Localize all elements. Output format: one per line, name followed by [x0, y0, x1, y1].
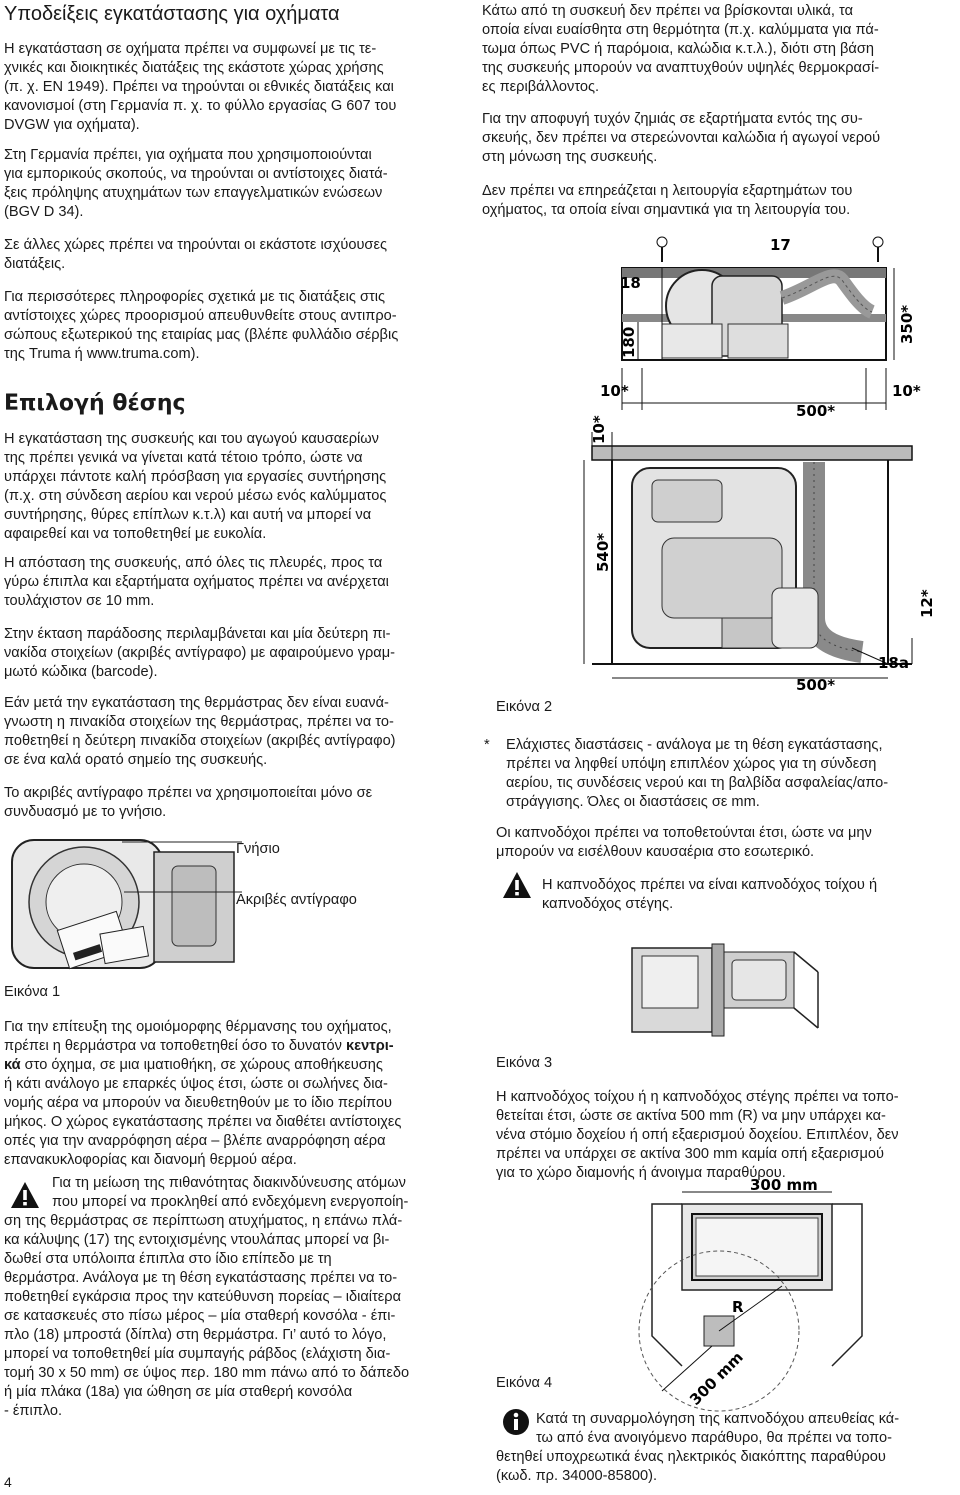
text-line: (BGV D 34).	[4, 204, 84, 220]
paragraph-cables	[482, 110, 952, 167]
dim-label-18a: 18a	[878, 654, 909, 672]
paragraph-copy-usage	[4, 784, 474, 822]
text-line: ες περιβάλλοντος.	[482, 79, 600, 95]
text-line: συνδυασμό με το γνήσιο.	[4, 804, 167, 820]
text-line: για εμπορικούς σκοπούς, να τηρούνται οι αντίστοιχες διατά-	[4, 166, 388, 182]
paragraph-heat-sensitive	[482, 2, 952, 97]
figure-4-caption: Εικόνα 4	[496, 1375, 553, 1391]
warning-icon	[502, 870, 532, 900]
text-line: υπάρχει πάντοτε καλή πρόσβαση για εργασίες συντήρησης	[4, 469, 387, 485]
paragraph-chimney-radius	[496, 1088, 952, 1183]
text-line: ποθετηθεί εγκάρσια προς την κατεύθυνση πορείας – ιδιαίτερα	[4, 1289, 402, 1305]
dim-label-300-top: 300 mm	[750, 1176, 818, 1194]
text-line: σε ένα καλά ορατό σημείο της συσκευής.	[4, 752, 268, 768]
bold-text: κεντρι-	[346, 1038, 394, 1054]
figure-4-window-radius	[582, 1176, 902, 1409]
dim-label-12: 12*	[918, 589, 936, 618]
text-line: (π. χ. EN 1949). Πρέπει να τηρούνται οι εθνικές διατάξεις και	[4, 79, 394, 95]
figure-1-label-copy: Ακριβές αντίγραφο	[236, 892, 357, 908]
dim-label-radius: R	[732, 1298, 744, 1316]
text-line: χνικές και διοικητικές διατάξεις της εκάστοτε χώρας χρήσης	[4, 60, 384, 76]
text-line: σκευής, δεν πρέπει να στερεώνονται καλώδια ή αγωγοί νερού	[482, 130, 881, 146]
text-line: θετηθεί υποχρεωτικά ένας ηλεκτρικός διακόπτης παραθύρου	[496, 1449, 886, 1465]
text-line: κανονισμοί (στη Γερμανία π. χ. το φύλλο εργασίας G 607 του	[4, 98, 397, 114]
figure-1-caption: Εικόνα 1	[4, 984, 61, 1000]
text-line: Σε άλλες χώρες πρέπει να τηρούνται οι εκάστοτε ισχύουσες	[4, 237, 387, 253]
figure-2-installation-diagram	[562, 228, 947, 698]
text-line: Η εγκατάσταση της συσκευής και του αγωγού καυσαερίων	[4, 431, 379, 447]
warning-paragraph	[4, 1174, 474, 1421]
text-line: (κωδ. πρ. 34000-85800).	[496, 1468, 658, 1484]
dim-label-500-top: 500*	[796, 402, 836, 420]
figure-1-heater-nameplate	[4, 832, 244, 974]
paragraph-more-info	[4, 288, 474, 364]
bold-text: κά	[4, 1057, 21, 1073]
text-line: ση της θερμάστρας σε περίπτωση ατυχήματος, η επάνω πλά-	[4, 1213, 403, 1229]
text-line: τουλάχιστον σε 10 mm.	[4, 593, 155, 609]
text-line: τω από ένα ανοιγόμενο παράθυρο, θα πρέπει να τοπο-	[536, 1430, 892, 1446]
text-line: τομή 30 x 50 mm) σε ύψος περ. 180 mm πάνω από το δάπεδο	[4, 1365, 410, 1381]
figure-1-label-original: Γνήσιο	[236, 841, 280, 857]
text-line: τωμα όπως PVC ή παρόμοια, καλώδια κ.τ.λ.), διότι στη βάση	[482, 41, 874, 57]
text-line: μπορούν να εισέλθουν καυσαέρια στο εσωτερικό.	[496, 844, 815, 860]
text-line: DVGW για οχήματα).	[4, 117, 140, 133]
text-line: (π.χ. στη σύνδεση αερίου και νερού μέσω ενός καλύμματος	[4, 488, 387, 504]
text-line: οχήματος, τα οποία είναι σημαντικά για τη λειτουργία του.	[482, 202, 851, 218]
text-line: Δεν πρέπει να επηρεάζεται η λειτουργία εξαρτημάτων του	[482, 183, 853, 199]
text-line: στράγγισης. Όλες οι διαστάσεις σε mm.	[506, 794, 760, 810]
paragraph-regulations	[4, 40, 474, 135]
dim-label-17: 17	[770, 236, 791, 254]
paragraph-vehicle-parts	[482, 182, 952, 220]
page-number: 4	[4, 1474, 12, 1490]
dim-label-180: 180	[620, 326, 638, 358]
warning-chimney-type	[542, 876, 952, 914]
text-line	[4, 1056, 474, 1075]
dim-label-10-right: 10*	[892, 382, 921, 400]
text-line: Η καπνοδόχος πρέπει να είναι καπνοδόχος τοίχου ή	[542, 877, 878, 893]
text-line: μήκος. Ο χώρος εγκατάστασης πρέπει να διαθέτει αντίστοιχες	[4, 1114, 402, 1130]
text-line: νομής αέρα να μπορούν να διευθετηθούν με το ίδιο περίπου	[4, 1095, 392, 1111]
text-line: σε κατασκευές στο πίσω μέρος – μία σταθερή κονσόλα - έπι-	[4, 1308, 396, 1324]
text-line: της συσκευής μπορούν να αναπτυχθούν υψηλές θερμοκρασί-	[482, 60, 880, 76]
text-line: Για την αποφυγή τυχόν ζημιάς σε εξαρτήματα εντός της συ-	[482, 111, 863, 127]
text-line: Κάτω από τη συσκευή δεν πρέπει να βρίσκονται υλικά, τα	[482, 3, 854, 19]
text-line: Κατά τη συναρμολόγηση της καπνοδόχου απευθείας κά-	[536, 1411, 900, 1427]
text-line: καπνοδόχος στέγης.	[542, 896, 674, 912]
paragraph-nameplate	[4, 694, 474, 770]
text-line: Στη Γερμανία πρέπει, για οχήματα που χρησιμοποιούνται	[4, 147, 372, 163]
text-line: μωτό κώδικα (barcode).	[4, 664, 158, 680]
text-span: πρέπει η θερμάστρα να τοποθετηθεί όσο το δυνατόν	[4, 1038, 347, 1054]
text-line: ξεις πρόληψης ατυχημάτων των επαγγελματικών ενώσεων	[4, 185, 383, 201]
paragraph-other-countries	[4, 236, 474, 274]
dim-label-540: 540*	[594, 532, 612, 572]
footnote-marker: *	[484, 737, 490, 753]
text-line: Για τη μείωση της πιθανότητας διακινδύνευσης ατόμων	[52, 1175, 406, 1191]
text-line: Εάν μετά την εγκατάσταση της θερμάστρας δεν είναι ευανά-	[4, 695, 389, 711]
text-line: Η καπνοδόχος τοίχου ή η καπνοδόχος στέγης πρέπει να τοπο-	[496, 1089, 899, 1105]
text-span: στο όχημα, σε μια ιματιοθήκη, σε χώρους αποθήκευσης	[20, 1057, 383, 1073]
text-line: επανακυκλοφορίας και διανομή θερμού αέρα.	[4, 1152, 297, 1168]
text-line: διατάξεις.	[4, 256, 66, 272]
paragraph-chimney-placement	[496, 824, 952, 862]
text-line: νακίδα στοιχείων (ακριβές αντίγραφο) με αφαιρούμενο γραμ-	[4, 645, 395, 661]
text-line: οποία είναι ευαίσθητα στη θερμότητα (π.χ. καλύμματα για πά-	[482, 22, 879, 38]
text-line: νένα στόμιο δοχείου ή οπή εξαερισμού δοχείου. Επιπλέον, δεν	[496, 1127, 899, 1143]
text-line: Η εγκατάσταση σε οχήματα πρέπει να συμφωνεί με τις τε-	[4, 41, 377, 57]
figure-3-wall-chimney	[632, 942, 822, 1038]
text-line: για το χώρο διαμονής ή άνοιγμα παραθύρου.	[496, 1165, 786, 1181]
text-line: ποθετηθεί η δεύτερη πινακίδα στοιχείων (ακριβές αντίγραφο)	[4, 733, 396, 749]
text-line: μπορεί να τοποθετηθεί μία συμπαγής ράβδος (ελάχιστη δια-	[4, 1346, 391, 1362]
text-line: αφαιρεθεί και να τοποθετηθεί με ευκολία.	[4, 526, 267, 542]
figure-2-top-view	[622, 237, 894, 410]
text-line: Για περισσότερες πληροφορίες σχετικά με τις διατάξεις στις	[4, 289, 386, 305]
text-line: πλο (18) μπροστά (δίπλα) στη θερμάστρα. Γι’ αυτό το λόγο,	[4, 1327, 387, 1343]
page-title: Υποδείξεις εγκατάστασης για οχήματα	[4, 3, 340, 25]
dim-label-10-left: 10*	[600, 382, 629, 400]
text-line: της Truma ή www.truma.com).	[4, 346, 200, 362]
paragraph-germany	[4, 146, 474, 222]
text-line: κα κάλυψης (17) της εντοιχισμένης ντουλάπας μπορεί να βι-	[4, 1232, 390, 1248]
text-line: συντήρησης, θύρες επίπλων κ.τ.λ) και αυτή να μπορεί να	[4, 507, 372, 523]
dim-label-10-vertical: 10*	[590, 415, 608, 444]
text-line: πρέπει να υπάρχει σε ακτίνα 300 mm καμία οπή εξαερισμού	[496, 1146, 884, 1162]
dim-label-500-bottom: 500*	[796, 676, 836, 694]
text-line: Στην έκταση παράδοσης περιλαμβάνεται και μία δεύτερη πι-	[4, 626, 391, 642]
dim-label-350: 350*	[898, 304, 916, 344]
text-line: θετείται έτσι, ώστε σε ακτίνα 500 mm (R) να μην υπάρχει κα-	[496, 1108, 886, 1124]
text-line: σώπους εξωτερικού της εταιρίας μας (βλέπε φυλλάδιο σέρβις	[4, 327, 399, 343]
text-line: - έπιπλο.	[4, 1403, 63, 1419]
dim-label-300-diagonal: 300 mm	[686, 1348, 747, 1409]
text-line: αντίστοιχες χώρες προορισμού απευθυνθείτε στους αντιπρο-	[4, 308, 397, 324]
paragraph-delivery	[4, 625, 474, 682]
text-line	[4, 1037, 474, 1056]
paragraph-installation	[4, 430, 474, 544]
text-line: αερίου, τις συνδέσεις νερού και τη βαλβίδα ασφαλείας/απο-	[506, 775, 889, 791]
text-line: οπές για την αναρρόφηση αέρα – βλέπε αναρρόφηση αέρα	[4, 1133, 386, 1149]
footnote-min-dimensions	[482, 736, 952, 812]
text-line: γνωστη η πινακίδα στοιχείων της θερμάστρας, πρέπει να το-	[4, 714, 394, 730]
dim-label-18: 18	[620, 274, 641, 292]
text-line: ή μία πλάκα (18a) για ώθηση σε μία σταθερή κονσόλα	[4, 1384, 353, 1400]
text-line: της πρέπει γενικά να γίνεται κατά τέτοιο τρόπο, ώστε να	[4, 450, 363, 466]
text-line: Η απόσταση της συσκευής, από όλες τις πλευρές, προς τα	[4, 555, 383, 571]
text-line: στη μόνωση της συσκευής.	[482, 149, 658, 165]
text-line: δωθεί στα υπόλοιπα έπιπλα στο ίδιο επίπεδο με τη	[4, 1251, 332, 1267]
text-line: Το ακριβές αντίγραφο πρέπει να χρησιμοποιείται μόνο σε	[4, 785, 373, 801]
text-line: Ελάχιστες διαστάσεις - ανάλογα με τη θέση εγκατάστασης,	[506, 737, 883, 753]
text-line: Για την επίτευξη της ομοιόμορφης θέρμανσης του οχήματος,	[4, 1019, 392, 1035]
info-window-switch	[496, 1410, 952, 1486]
section-heading: Επιλογή θέσης	[4, 391, 186, 416]
text-line: ή κάτι ανάλογο με επαρκές ύψος έτσι, ώστε οι σωλήνες δια-	[4, 1076, 388, 1092]
text-line: Οι καπνοδόχοι πρέπει να τοποθετούνται έτσι, ώστε να μην	[496, 825, 872, 841]
figure-3-caption: Εικόνα 3	[496, 1055, 553, 1071]
text-line: πρέπει να ληφθεί υπόψη επιπλέον χώρος για τη σύνδεση	[506, 756, 877, 772]
text-line: θερμάστρα. Ανάλογα με τη θέση εγκατάστασης πρέπει να το-	[4, 1270, 398, 1286]
figure-2-caption: Εικόνα 2	[496, 699, 553, 715]
text-line: που μπορεί να προκληθεί από ενδεχόμενη ενεργοποίη-	[52, 1194, 409, 1210]
text-line: γύρω έπιπλα και εξαρτήματα οχήματος πρέπει να ανέρχεται	[4, 574, 389, 590]
figure-2-front-view	[584, 432, 912, 678]
paragraph-distance	[4, 554, 474, 611]
paragraph-central-placement	[4, 1018, 474, 1170]
